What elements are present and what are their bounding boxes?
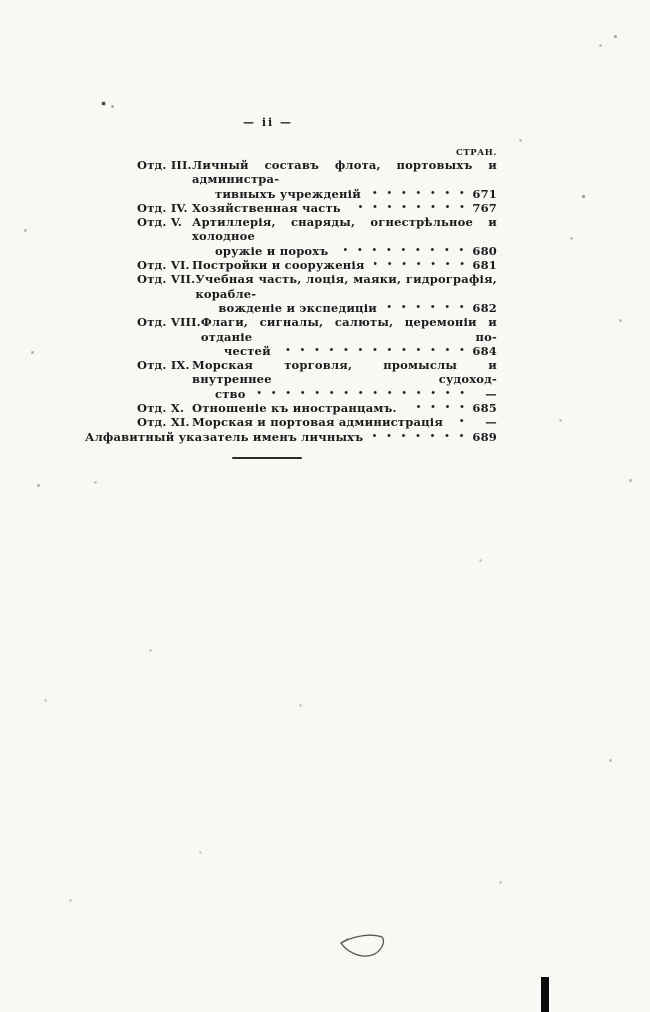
- toc-entry: [85, 401, 497, 415]
- dot-leader: [386, 301, 469, 312]
- toc-entry-body: [192, 215, 497, 258]
- toc-entry-text: Постройки и сооруженія: [192, 258, 365, 273]
- dot-leader: [374, 258, 469, 269]
- toc-entry-label: Отд. III.: [137, 158, 192, 172]
- toc-entry-page-number: 684: [472, 343, 497, 358]
- toc-entry: [85, 258, 497, 272]
- toc-entry-body: [192, 401, 497, 415]
- toc-entry: [85, 158, 497, 201]
- toc-entry-body: [201, 315, 497, 358]
- toc-line: [192, 201, 497, 215]
- toc-entry: [85, 415, 497, 429]
- toc-line: [192, 258, 497, 272]
- toc-entry-label: Отд. X.: [137, 401, 185, 416]
- section-divider-rule: [232, 457, 302, 459]
- toc-line: [192, 187, 497, 201]
- toc-entry-text: Морская и портовая администрація: [192, 415, 444, 430]
- toc-entry-text: Алфавитный указатель именъ личныхъ: [85, 429, 364, 444]
- toc-entry: [85, 201, 497, 215]
- toc-entry-label: Отд. VI.: [137, 258, 190, 273]
- toc-entry-label: Отд. IV.: [137, 200, 188, 215]
- toc-entry-text: вожденіе и экспедиціи: [218, 300, 378, 315]
- scan-artifact-bar: [541, 977, 549, 1012]
- toc-entry-text: тивныхъ учрежденій: [215, 186, 361, 201]
- toc-entry-text: ство: [215, 386, 246, 401]
- toc-entry-body: [192, 258, 497, 272]
- toc-entry-label: Отд. V.: [137, 215, 183, 230]
- toc-entry-body: [192, 158, 497, 201]
- dot-leader: [372, 430, 469, 441]
- toc-line: [85, 430, 497, 444]
- dot-leader: [280, 344, 469, 355]
- toc-entry-label: Отд. VII.: [137, 272, 196, 287]
- dot-leader: [406, 401, 469, 412]
- toc-entry-label: Отд. XI.: [137, 415, 190, 430]
- toc-line: Учебная часть, лоція, маяки, гидрографія, корабле-: [195, 272, 497, 301]
- toc-entry-page-number: —: [485, 386, 497, 401]
- toc-entry-label: Отд. VIII.: [137, 315, 201, 330]
- page-number-header: — ii —: [242, 116, 294, 129]
- toc-entry-page-number: 681: [472, 258, 497, 273]
- toc-entry-body: [192, 201, 497, 215]
- toc-entry: [85, 315, 497, 358]
- dot-leader: [350, 201, 469, 212]
- toc-entry-text: честей: [223, 343, 271, 358]
- dot-leader: [337, 244, 469, 255]
- pen-scribble-mark: [337, 931, 391, 967]
- toc-entry: [85, 215, 497, 258]
- toc-line: Артиллерія, снаряды, огнестрѣльное и холодное: [192, 215, 497, 244]
- toc-entry-label: Отд. IX.: [137, 358, 190, 373]
- toc-entry: [85, 430, 497, 444]
- toc-entry-body: [192, 415, 497, 429]
- toc-line: [192, 401, 497, 415]
- toc-entry: [85, 272, 497, 315]
- toc-entry-page-number: 682: [472, 300, 497, 315]
- toc-entry-page-number: 685: [472, 401, 497, 416]
- page-column-header: СТРАН.: [456, 148, 497, 158]
- toc-line: Морская торговля, промыслы и внутреннее судоход-: [192, 358, 497, 387]
- toc-entry-page-number: 671: [472, 186, 497, 201]
- toc-entry-body: [192, 358, 497, 401]
- toc-line: [195, 301, 497, 315]
- toc-line: Флаги, сигналы, салюты, церемоніи и отданіе по-: [200, 315, 497, 344]
- toc-entry-text: Отношеніе къ иностранцамъ.: [192, 401, 397, 416]
- table-of-contents: [85, 158, 497, 444]
- dot-leader: [452, 415, 469, 426]
- toc-line: [192, 387, 497, 401]
- toc-entry: [85, 358, 497, 401]
- toc-line: Личный составъ флота, портовыхъ и администра-: [192, 158, 497, 187]
- toc-entry-text: Хозяйственная часть: [192, 200, 341, 215]
- scan-noise-speckles: [0, 0, 1, 1]
- dot-leader: [370, 187, 469, 198]
- dot-leader: [255, 387, 469, 398]
- toc-line: [201, 344, 497, 358]
- toc-entry-body: [195, 272, 497, 315]
- toc-entry-page-number: 680: [472, 243, 497, 258]
- toc-line: [192, 415, 497, 429]
- toc-entry-body: [85, 430, 497, 444]
- toc-entry-page-number: 767: [472, 200, 497, 215]
- toc-entry-text: оружіе и порохъ: [215, 243, 329, 258]
- toc-line: [192, 244, 497, 258]
- toc-entry-page-number: —: [485, 415, 497, 430]
- toc-entry-page-number: 689: [472, 429, 497, 444]
